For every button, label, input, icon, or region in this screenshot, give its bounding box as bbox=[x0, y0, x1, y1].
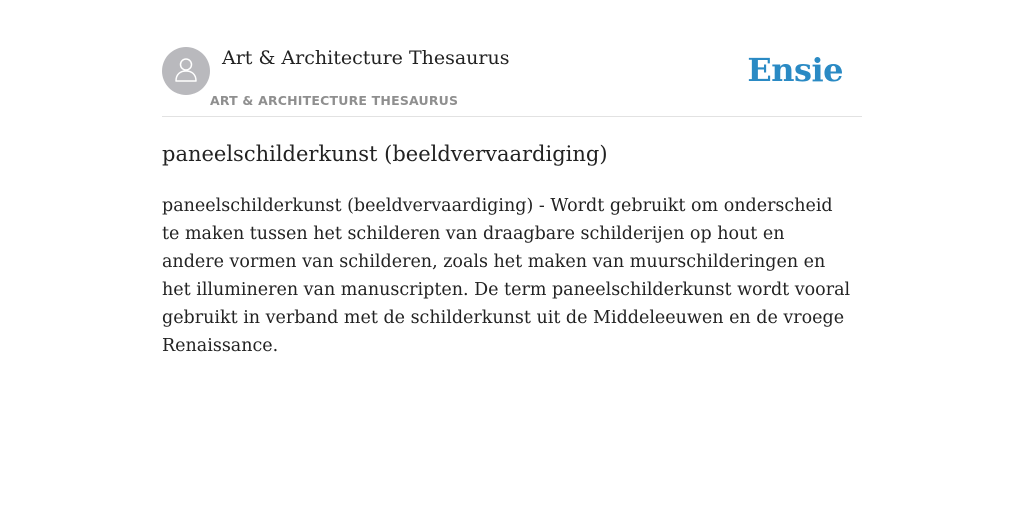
page-title: paneelschilderkunst (beeldvervaardiging) bbox=[162, 142, 608, 166]
header bbox=[162, 44, 862, 117]
user-icon bbox=[171, 54, 201, 89]
avatar[interactable] bbox=[162, 47, 210, 95]
source-label[interactable]: ART & ARCHITECTURE THESAURUS bbox=[210, 93, 459, 108]
brand-logo[interactable]: Ensie bbox=[747, 51, 843, 89]
author-name[interactable]: Art & Architecture Thesaurus bbox=[222, 47, 510, 69]
article-body: paneelschilderkunst (beeldvervaardiging) - Wordt gebruikt om onderscheid te maken tussen het schilderen van draagbare schilderijen op hout en andere vormen van schilderen, zoals het maken van muurschilderingen en het illumineren van manuscripten. De term paneelschilderkunst wordt vooral gebruikt in verband met de schilderkunst uit de Middeleeuwen en de vroege Renaissance. bbox=[162, 196, 851, 356]
